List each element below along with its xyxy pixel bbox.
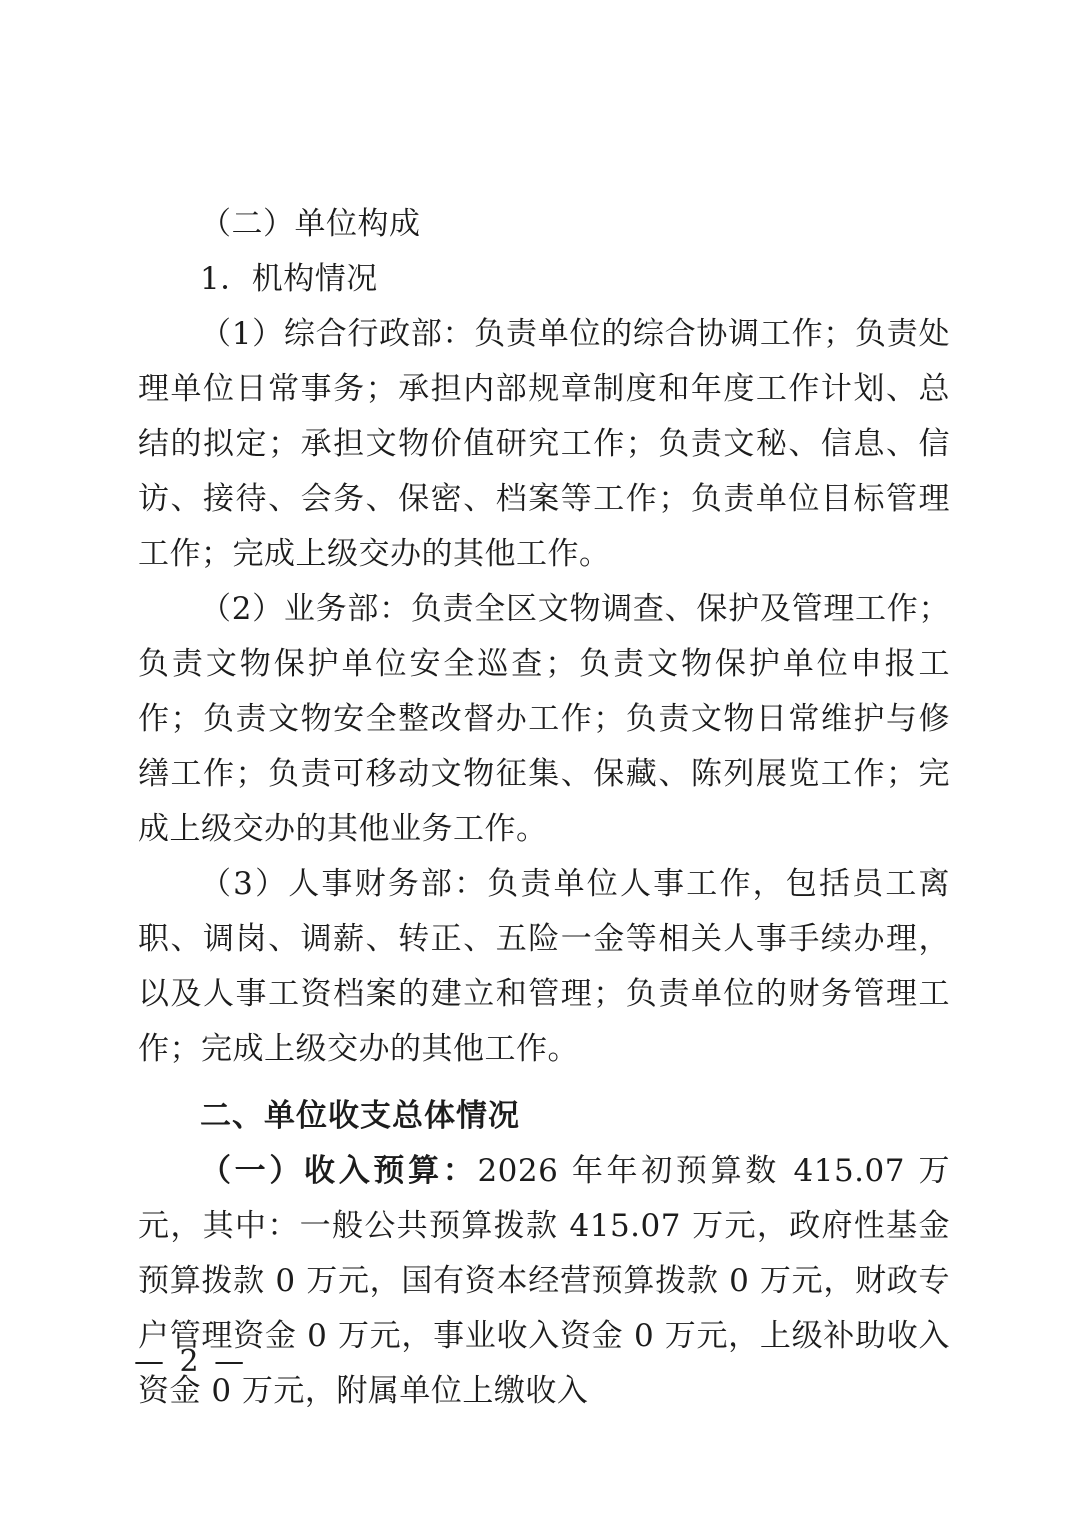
- page-number: — 2 —: [134, 1344, 248, 1379]
- paragraph-dept-1-general-administration: [138, 307, 950, 582]
- section-heading-overall-budget: [138, 1089, 950, 1144]
- text-segment: 2026 年年初预算数 415.07 万元，其中：一般公共预算拨款 415.07 万元，政府性基金预算拨款 0 万元，国有资本经营预算拨款 0 万元，财政专户管理资金 0 万元，事业收入资金 0 万元，上级补助收入资金 0 万元，附属单位上缴收入: [138, 1153, 950, 1409]
- paragraph-dept-2-business: [138, 582, 950, 857]
- subsection-heading-unit-composition: [138, 197, 950, 252]
- paragraph-dept-3-hr-finance: [138, 857, 950, 1077]
- text-segment: 1．机构情况: [200, 261, 378, 297]
- subsection-heading-organization: [138, 252, 950, 307]
- text-segment: （1）综合行政部：负责单位的综合协调工作；负责处理单位日常事务；承担内部规章制度和年度工作计划、总结的拟定；承担文物价值研究工作；负责文秘、信息、信访、接待、会务、保密、档案等工作；负责单位目标管理工作；完成上级交办的其他工作。: [138, 316, 950, 572]
- page-footer: [134, 1344, 247, 1379]
- text-segment: （2）业务部：负责全区文物调查、保护及管理工作；负责文物保护单位安全巡查；负责文物保护单位申报工作；负责文物安全整改督办工作；负责文物日常维护与修缮工作；负责可移动文物征集、保藏、陈列展览工作；完成上级交办的其他业务工作。: [138, 591, 950, 847]
- text-segment: （3）人事财务部：负责单位人事工作，包括员工离职、调岗、调薪、转正、五险一金等相关人事手续办理，以及人事工资档案的建立和管理；负责单位的财务管理工作；完成上级交办的其他工作。: [138, 866, 950, 1067]
- document-body: [138, 197, 950, 1419]
- paragraph-income-budget: [138, 1144, 950, 1419]
- text-segment-bold: （一）收入预算：: [200, 1153, 478, 1189]
- text-segment-bold: 二、单位收支总体情况: [200, 1098, 520, 1134]
- text-segment: （二）单位构成: [200, 206, 421, 242]
